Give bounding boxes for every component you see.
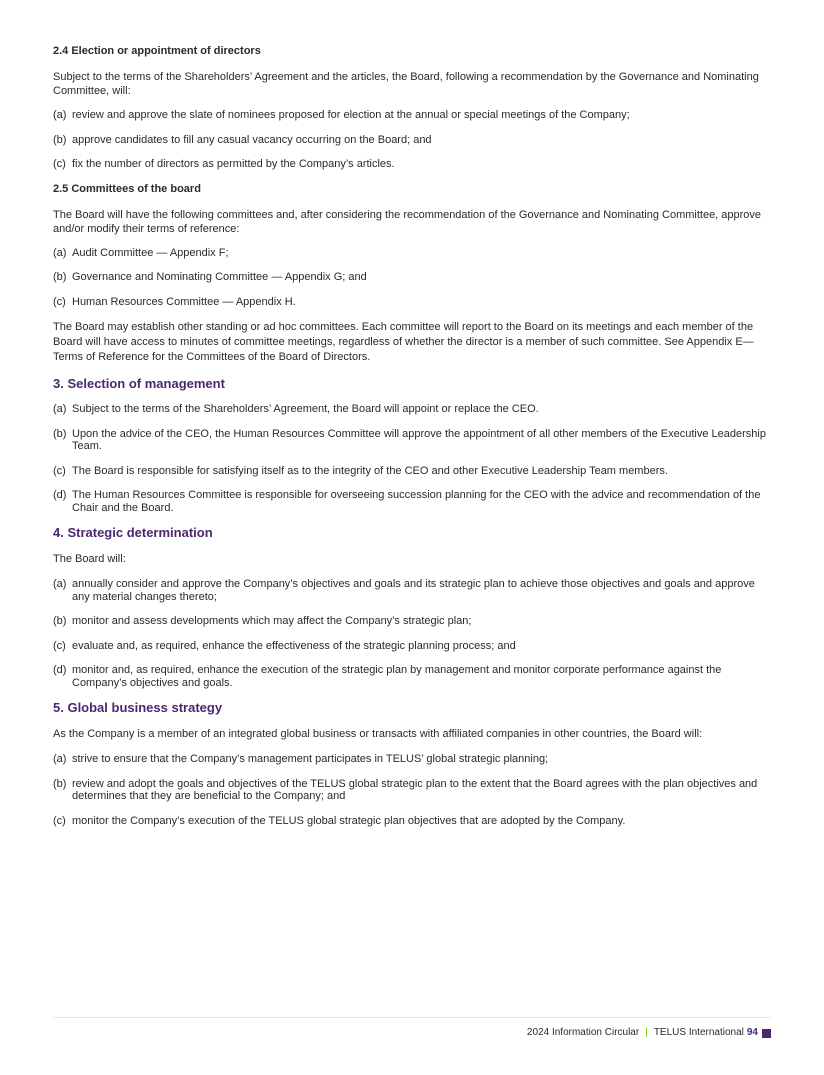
list-marker: (b) (53, 427, 67, 440)
paragraph-4-intro: The Board will: (53, 553, 126, 565)
list-item-text: Audit Committee — Appendix F; (72, 246, 229, 259)
list-item-text: monitor and, as required, enhance the execution of the strategic plan by management and monitor corporate performance against the Company’s objectives and goals. (72, 664, 722, 689)
list-item (53, 271, 773, 284)
list-item (53, 428, 773, 453)
page-footer (527, 1027, 771, 1039)
list-item-text: evaluate and, as required, enhance the effectiveness of the strategic planning process; and (72, 639, 516, 652)
document-page (53, 44, 773, 827)
sub-heading-2-4: 2.4 Election or appointment of directors (53, 45, 261, 57)
list-item-text: monitor and assess developments which may affect the Company’s strategic plan; (72, 615, 472, 627)
list-item-text: fix the number of directors as permitted by the Company’s articles. (72, 158, 395, 170)
list-marker: (a) (53, 109, 67, 121)
list-item-text: monitor the Company’s execution of the TELUS global strategic plan objectives that are adopted by the Company. (72, 814, 626, 827)
footer-separator: | (645, 1027, 648, 1038)
section-heading-5: 5. Global business strategy (53, 700, 223, 715)
list-marker: (c) (53, 158, 66, 170)
list-item-text: The Human Resources Committee is responsible for overseeing succession planning for the CEO with the advice and recommendation of the Chair and the Board. (72, 489, 761, 514)
list-item (53, 664, 773, 689)
list-marker: (b) (53, 133, 67, 146)
list-item-text: review and approve the slate of nominees proposed for election at the annual or special meetings of the Company; (72, 109, 630, 121)
list-item-text: Upon the advice of the CEO, the Human Resources Committee will approve the appointment of all other members of the Executive Leadership Team. (72, 427, 766, 452)
list-item-text: The Board is responsible for satisfying itself as to the integrity of the CEO and other Executive Leadership Team members. (72, 464, 668, 477)
list-item (53, 465, 773, 478)
list-item-text: Human Resources Committee — Appendix H. (72, 295, 296, 308)
list-item-text: approve candidates to fill any casual vacancy occurring on the Board; and (72, 133, 432, 146)
sub-heading-2-5: 2.5 Committees of the board (53, 182, 201, 195)
list-marker: (b) (53, 777, 67, 790)
list-marker: (c) (53, 295, 66, 308)
list-item (53, 247, 773, 260)
list-item-text: review and adopt the goals and objectives of the TELUS global strategic plan to the extent that the Board agrees with the plan objectives and determines that they are beneficial to the Company; and (72, 777, 758, 802)
paragraph-2-5-closing: The Board may establish other standing or ad hoc committees. Each committee will report to the Board on its meetings and each member of the Board will have access to minutes of committee meetings, regardless of whether the director is a member of such committee. See Appendix E— Terms of Reference for the Committees of the Board of Directors. (53, 321, 754, 363)
list-item (53, 296, 773, 309)
list-item-text: Governance and Nominating Committee — Appendix G; and (72, 271, 367, 283)
list-marker: (a) (53, 403, 67, 415)
list-item (53, 109, 773, 122)
list-item (53, 815, 773, 828)
list-item (53, 640, 773, 653)
list-marker: (b) (53, 271, 67, 283)
list-marker: (d) (53, 489, 67, 501)
list-marker: (a) (53, 753, 67, 765)
list-marker: (c) (53, 464, 66, 477)
paragraph-5-intro: As the Company is a member of an integrated global business or transacts with affiliated companies in other countries, the Board will: (53, 728, 703, 740)
page-number: 94 (746, 1027, 758, 1038)
list-item (53, 578, 773, 603)
list-item-text: strive to ensure that the Company’s management participates in TELUS’ global strategic planning; (72, 753, 549, 765)
section-heading-4: 4. Strategic determination (53, 525, 213, 540)
list-item (53, 134, 773, 147)
list-marker: (a) (53, 578, 67, 590)
list-marker: (b) (53, 615, 67, 627)
list-item (53, 778, 773, 803)
paragraph-2-4-intro: Subject to the terms of the Shareholders’ Agreement and the articles, the Board, following a recommendation by the Governance and Nominating Committee, will: (53, 71, 759, 97)
section-heading-3: 3. Selection of management (53, 376, 225, 391)
list-marker: (c) (53, 639, 66, 652)
paragraph-2-5-intro: The Board will have the following committees and, after considering the recommendation of the Governance and Nominating Committee, approve and/or modify their terms of reference: (53, 208, 762, 235)
brand-square-icon (762, 1029, 771, 1038)
list-item (53, 158, 773, 171)
list-item (53, 489, 773, 514)
footer-divider (53, 1017, 771, 1018)
list-item-text: annually consider and approve the Company’s objectives and goals and its strategic plan to achieve those objectives and goals and approve any material changes thereto; (72, 578, 755, 603)
list-item (53, 615, 773, 628)
list-marker: (d) (53, 664, 67, 676)
list-item-text: Subject to the terms of the Shareholders’ Agreement, the Board will appoint or replace the CEO. (72, 403, 539, 415)
list-marker: (c) (53, 814, 66, 827)
footer-company: TELUS International (653, 1027, 744, 1038)
list-item (53, 403, 773, 416)
footer-doc-title: 2024 Information Circular (526, 1027, 640, 1038)
list-item (53, 753, 773, 766)
list-marker: (a) (53, 246, 67, 259)
